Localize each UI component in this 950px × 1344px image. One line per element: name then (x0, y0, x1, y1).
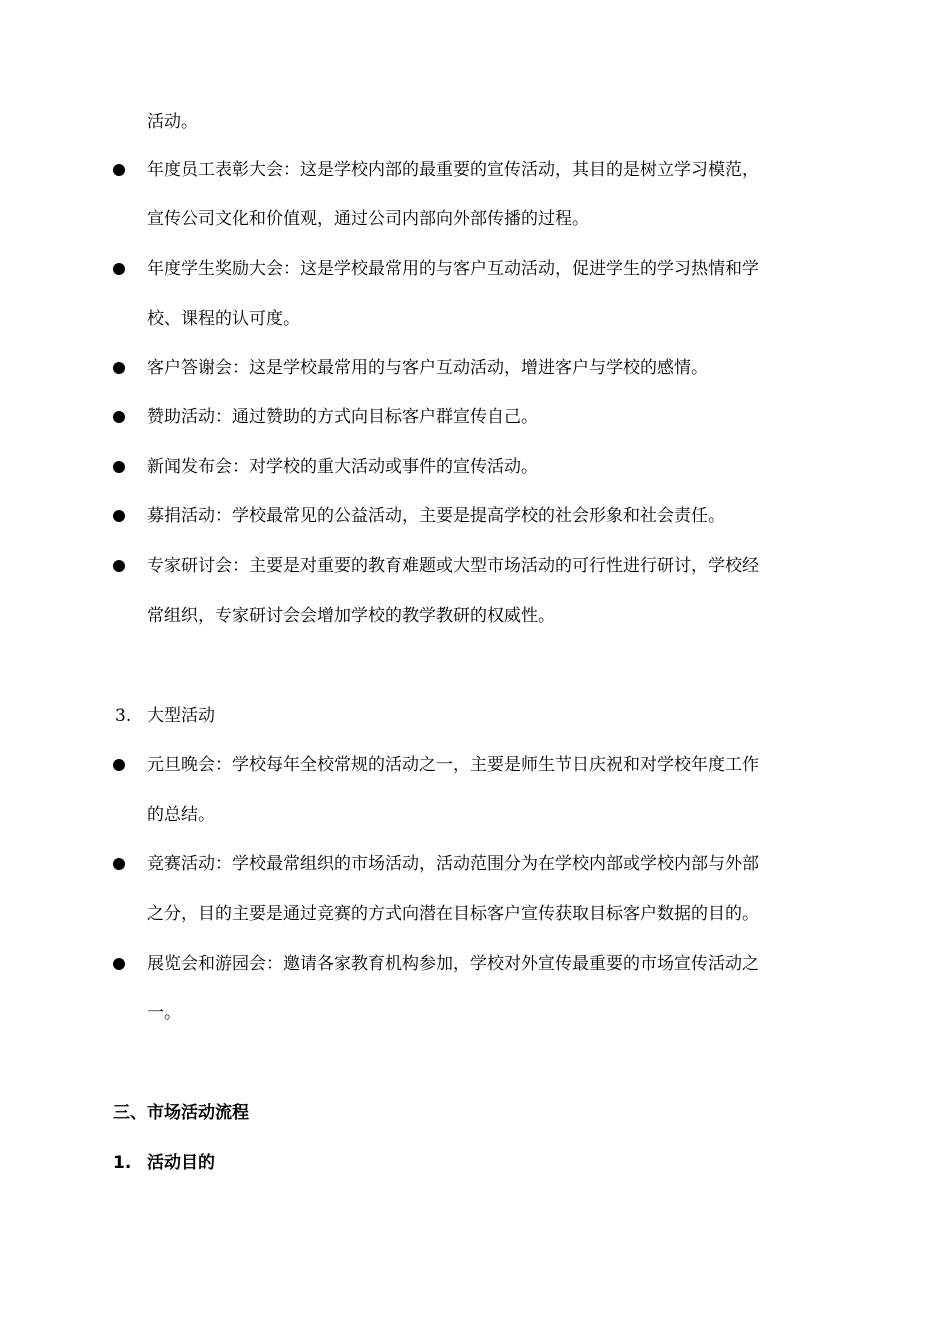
subheading-number: 1. (113, 1153, 132, 1173)
bullet-text-continued: 校、课程的认可度。 (147, 309, 300, 329)
bullet-text: 年度员工表彰大会：这是学校内部的最重要的宣传活动，其目的是树立学习模范， (147, 160, 759, 180)
bullet-icon (113, 858, 125, 870)
bullet-text: 展览会和游园会：邀请各家教育机构参加，学校对外宣传最重要的市场宣传活动之 (147, 954, 759, 974)
bullet-text: 年度学生奖励大会：这是学校最常用的与客户互动活动，促进学生的学习热情和学 (147, 259, 759, 279)
bullet-text: 专家研讨会：主要是对重要的教育难题或大型市场活动的可行性进行研讨，学校经 (147, 556, 759, 576)
bullet-icon (113, 560, 125, 572)
subheading-title: 活动目的 (147, 1153, 215, 1173)
bullet-icon (113, 461, 125, 473)
bullet-text: 竞赛活动：学校最常组织的市场活动，活动范围分为在学校内部或学校内部与外部 (147, 854, 759, 874)
chapter-heading: 三、市场活动流程 (113, 1103, 249, 1123)
bullet-text-continued: 一。 (147, 1003, 181, 1023)
section-title: 大型活动 (147, 706, 215, 726)
bullet-icon (113, 411, 125, 423)
bullet-text: 募捐活动：学校最常见的公益活动，主要是提高学校的社会形象和社会责任。 (147, 506, 725, 526)
bullet-icon (113, 164, 125, 176)
bullet-text-continued: 之分，目的主要是通过竞赛的方式向潜在目标客户宣传获取目标客户数据的目的。 (147, 904, 759, 924)
bullet-text-continued: 的总结。 (147, 805, 215, 825)
continuation-text: 活动。 (147, 112, 198, 132)
bullet-icon (113, 263, 125, 275)
bullet-text: 元旦晚会：学校每年全校常规的活动之一，主要是师生节日庆祝和对学校年度工作 (147, 755, 759, 775)
bullet-icon (113, 510, 125, 522)
bullet-text: 新闻发布会：对学校的重大活动或事件的宣传活动。 (147, 457, 538, 477)
bullet-text-continued: 常组织，专家研讨会会增加学校的教学教研的权威性。 (147, 606, 555, 626)
bullet-icon (113, 759, 125, 771)
bullet-text: 客户答谢会：这是学校最常用的与客户互动活动，增进客户与学校的感情。 (147, 358, 708, 378)
section-number: 3. (115, 706, 132, 726)
bullet-icon (113, 362, 125, 374)
bullet-text-continued: 宣传公司文化和价值观，通过公司内部向外部传播的过程。 (147, 209, 589, 229)
bullet-icon (113, 958, 125, 970)
bullet-text: 赞助活动：通过赞助的方式向目标客户群宣传自己。 (147, 407, 538, 427)
